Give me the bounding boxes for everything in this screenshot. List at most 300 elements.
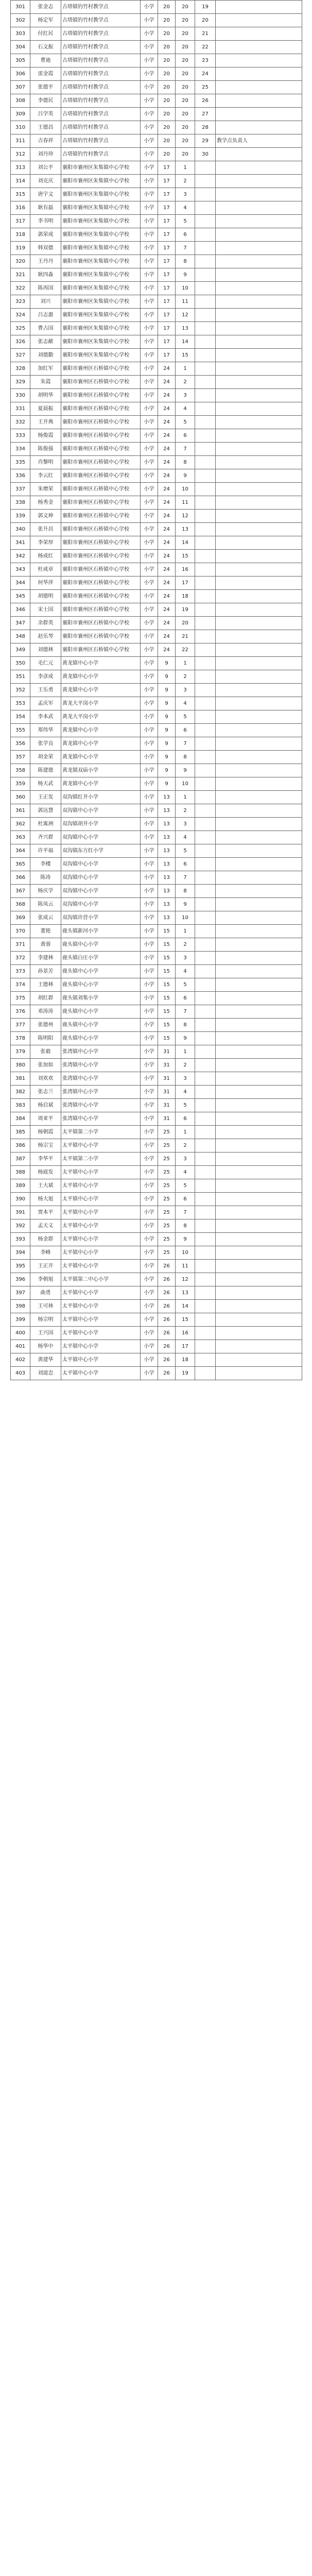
school-level-cell: 小学	[141, 858, 158, 871]
school-level-cell: 小学	[141, 456, 158, 469]
table-row	[11, 188, 302, 201]
school-name-cell: 古塔镇钓竹村教学点	[61, 108, 141, 121]
remark-cell	[216, 483, 302, 496]
extra-number-cell: 25	[195, 81, 216, 94]
remark-cell	[216, 94, 302, 108]
school-name-cell: 古塔镇钓竹村教学点	[61, 81, 141, 94]
sequence-number-cell: 3	[176, 1072, 195, 1086]
school-name-cell: 襄阳市襄州区朱集镇中心学校	[61, 335, 141, 349]
extra-number-cell	[195, 443, 216, 456]
teacher-name-cell: 许平福	[30, 844, 61, 858]
teacher-name-cell: 刘道忠	[30, 1367, 61, 1380]
remark-cell	[216, 818, 302, 831]
school-name-cell: 襄阳市襄州区石桥镇中心学校	[61, 496, 141, 510]
sequence-number-cell: 8	[176, 255, 195, 268]
table-row	[11, 295, 302, 309]
row-number-cell: 384	[11, 1112, 30, 1126]
group-number-cell: 24	[158, 362, 176, 376]
group-number-cell: 15	[158, 1032, 176, 1045]
row-number-cell: 318	[11, 228, 30, 242]
remark-cell	[216, 402, 302, 416]
group-number-cell: 20	[158, 14, 176, 27]
group-number-cell: 25	[158, 1179, 176, 1193]
sequence-number-cell: 19	[176, 603, 195, 617]
teacher-name-cell: 郭达慧	[30, 804, 61, 818]
roster-table	[10, 0, 302, 1380]
school-name-cell: 襄阳市襄州区石桥镇中心学校	[61, 590, 141, 603]
remark-cell	[216, 965, 302, 978]
remark-cell	[216, 228, 302, 242]
extra-number-cell	[195, 1327, 216, 1340]
remark-cell	[216, 925, 302, 938]
teacher-name-cell: 张成云	[30, 911, 61, 925]
school-name-cell: 太平镇中心小学	[61, 1219, 141, 1233]
table-row	[11, 282, 302, 295]
row-number-cell: 309	[11, 108, 30, 121]
extra-number-cell	[195, 630, 216, 643]
sequence-number-cell: 10	[176, 483, 195, 496]
row-number-cell: 362	[11, 818, 30, 831]
extra-number-cell	[195, 469, 216, 483]
extra-number-cell: 22	[195, 41, 216, 54]
group-number-cell: 26	[158, 1340, 176, 1353]
remark-cell	[216, 188, 302, 201]
teacher-name-cell: 李云红	[30, 469, 61, 483]
school-level-cell: 小学	[141, 1260, 158, 1273]
group-number-cell: 17	[158, 322, 176, 335]
sequence-number-cell: 20	[176, 81, 195, 94]
remark-cell	[216, 1206, 302, 1219]
school-level-cell: 小学	[141, 295, 158, 309]
sequence-number-cell: 3	[176, 684, 195, 697]
extra-number-cell	[195, 590, 216, 603]
group-number-cell: 9	[158, 697, 176, 710]
school-level-cell: 小学	[141, 201, 158, 215]
school-level-cell: 小学	[141, 1313, 158, 1327]
table-row	[11, 255, 302, 268]
remark-cell	[216, 898, 302, 911]
school-level-cell: 小学	[141, 777, 158, 791]
extra-number-cell	[195, 496, 216, 510]
school-name-cell: 太平镇中心小学	[61, 1286, 141, 1300]
teacher-name-cell: 毛仁元	[30, 657, 61, 670]
extra-number-cell	[195, 617, 216, 630]
sequence-number-cell: 4	[176, 965, 195, 978]
extra-number-cell	[195, 563, 216, 577]
remark-cell	[216, 1193, 302, 1206]
teacher-name-cell: 杜成章	[30, 563, 61, 577]
school-level-cell: 小学	[141, 590, 158, 603]
school-name-cell: 古塔镇钓竹村教学点	[61, 67, 141, 81]
school-level-cell: 小学	[141, 724, 158, 737]
row-number-cell: 364	[11, 844, 30, 858]
sequence-number-cell: 13	[176, 523, 195, 536]
group-number-cell: 24	[158, 643, 176, 657]
group-number-cell: 31	[158, 1086, 176, 1099]
sequence-number-cell: 3	[176, 952, 195, 965]
school-name-cell: 双沟镇中心小学	[61, 898, 141, 911]
group-number-cell: 17	[158, 228, 176, 242]
remark-cell	[216, 737, 302, 751]
teacher-name-cell: 雷金霞	[30, 67, 61, 81]
school-name-cell: 襄阳市襄州区朱集镇中心学校	[61, 215, 141, 228]
school-name-cell: 双沟镇中心小学	[61, 885, 141, 898]
school-level-cell: 小学	[141, 1179, 158, 1193]
table-row	[11, 1072, 302, 1086]
school-level-cell: 小学	[141, 952, 158, 965]
sequence-number-cell: 13	[176, 322, 195, 335]
school-name-cell: 襄阳市襄州区石桥镇中心学校	[61, 469, 141, 483]
table-row	[11, 911, 302, 925]
table-row	[11, 1086, 302, 1099]
extra-number-cell	[195, 188, 216, 201]
sequence-number-cell: 20	[176, 67, 195, 81]
group-number-cell: 24	[158, 563, 176, 577]
school-name-cell: 张湾镇中心小学	[61, 1086, 141, 1099]
sequence-number-cell: 2	[176, 938, 195, 952]
school-name-cell: 鹿头镇中心小学	[61, 1005, 141, 1019]
sequence-number-cell: 4	[176, 1086, 195, 1099]
sequence-number-cell: 20	[176, 54, 195, 67]
school-name-cell: 襄阳市襄州区朱集镇中心学校	[61, 268, 141, 282]
remark-cell	[216, 309, 302, 322]
school-name-cell: 黄龙镇中心小学	[61, 724, 141, 737]
extra-number-cell	[195, 1153, 216, 1166]
teacher-name-cell: 李本武	[30, 710, 61, 724]
school-name-cell: 太平镇中心小学	[61, 1193, 141, 1206]
teacher-name-cell: 王德林	[30, 978, 61, 992]
table-row	[11, 268, 302, 282]
school-level-cell: 小学	[141, 161, 158, 175]
group-number-cell: 24	[158, 402, 176, 416]
group-number-cell: 20	[158, 54, 176, 67]
school-name-cell: 襄阳市襄州区石桥镇中心学校	[61, 630, 141, 643]
group-number-cell: 31	[158, 1112, 176, 1126]
extra-number-cell	[195, 1313, 216, 1327]
table-row	[11, 108, 302, 121]
row-number-cell: 351	[11, 670, 30, 684]
extra-number-cell	[195, 456, 216, 469]
school-name-cell: 太平镇中心小学	[61, 1340, 141, 1353]
school-level-cell: 小学	[141, 898, 158, 911]
school-level-cell: 小学	[141, 1273, 158, 1286]
sequence-number-cell: 8	[176, 885, 195, 898]
teacher-name-cell: 陈涛	[30, 871, 61, 885]
table-row	[11, 1273, 302, 1286]
teacher-name-cell: 李峰	[30, 1246, 61, 1260]
remark-cell	[216, 804, 302, 818]
remark-cell	[216, 1153, 302, 1166]
teacher-name-cell: 杨庆学	[30, 885, 61, 898]
extra-number-cell	[195, 911, 216, 925]
teacher-name-cell: 张升昌	[30, 523, 61, 536]
school-level-cell: 小学	[141, 469, 158, 483]
row-number-cell: 353	[11, 697, 30, 710]
group-number-cell: 24	[158, 376, 176, 389]
teacher-name-cell: 郭荣成	[30, 228, 61, 242]
school-name-cell: 襄阳市襄州区石桥镇中心学校	[61, 536, 141, 550]
group-number-cell: 17	[158, 309, 176, 322]
school-name-cell: 双沟镇中心小学	[61, 804, 141, 818]
school-level-cell: 小学	[141, 228, 158, 242]
row-number-cell: 308	[11, 94, 30, 108]
remark-cell	[216, 751, 302, 764]
remark-cell	[216, 1313, 302, 1327]
school-level-cell: 小学	[141, 1327, 158, 1340]
group-number-cell: 9	[158, 737, 176, 751]
school-level-cell: 小学	[141, 1045, 158, 1059]
school-level-cell: 小学	[141, 550, 158, 563]
school-level-cell: 小学	[141, 1126, 158, 1139]
row-number-cell: 395	[11, 1260, 30, 1273]
table-row	[11, 1260, 302, 1273]
remark-cell	[216, 844, 302, 858]
sequence-number-cell: 20	[176, 94, 195, 108]
school-level-cell: 小学	[141, 536, 158, 550]
table-row	[11, 14, 302, 27]
extra-number-cell	[195, 510, 216, 523]
extra-number-cell	[195, 858, 216, 871]
row-number-cell: 387	[11, 1153, 30, 1166]
table-row	[11, 684, 302, 697]
school-level-cell: 小学	[141, 416, 158, 429]
group-number-cell: 26	[158, 1353, 176, 1367]
row-number-cell: 380	[11, 1059, 30, 1072]
table-row	[11, 1112, 302, 1126]
sequence-number-cell: 14	[176, 335, 195, 349]
extra-number-cell	[195, 751, 216, 764]
teacher-name-cell: 赵乐琴	[30, 630, 61, 643]
remark-cell	[216, 978, 302, 992]
row-number-cell: 403	[11, 1367, 30, 1380]
school-name-cell: 古塔镇钓竹村教学点	[61, 121, 141, 134]
table-row	[11, 603, 302, 617]
group-number-cell: 24	[158, 456, 176, 469]
remark-cell	[216, 469, 302, 483]
sequence-number-cell: 3	[176, 188, 195, 201]
school-name-cell: 鹿头镇中心小学	[61, 1019, 141, 1032]
table-row	[11, 844, 302, 858]
school-name-cell: 太平镇中心小学	[61, 1313, 141, 1327]
school-name-cell: 太平镇中心小学	[61, 1246, 141, 1260]
sequence-number-cell: 4	[176, 402, 195, 416]
group-number-cell: 20	[158, 41, 176, 54]
remark-cell	[216, 590, 302, 603]
table-row	[11, 1206, 302, 1219]
sequence-number-cell: 8	[176, 456, 195, 469]
table-row	[11, 1, 302, 14]
table-row	[11, 1233, 302, 1246]
remark-cell	[216, 536, 302, 550]
table-row	[11, 1367, 302, 1380]
school-name-cell: 鹿头镇中心小学	[61, 938, 141, 952]
school-name-cell: 襄阳市襄州区朱集镇中心学校	[61, 349, 141, 362]
table-row	[11, 1099, 302, 1112]
school-name-cell: 襄阳市襄州区朱集镇中心学校	[61, 322, 141, 335]
sequence-number-cell: 2	[176, 804, 195, 818]
teacher-name-cell: 刘德林	[30, 643, 61, 657]
remark-cell	[216, 1032, 302, 1045]
remark-cell	[216, 617, 302, 630]
row-number-cell: 317	[11, 215, 30, 228]
row-number-cell: 303	[11, 27, 30, 41]
remark-cell	[216, 443, 302, 456]
teacher-name-cell: 刘德勤	[30, 349, 61, 362]
school-name-cell: 鹿头镇新河小学	[61, 925, 141, 938]
remark-cell	[216, 871, 302, 885]
sequence-number-cell: 2	[176, 376, 195, 389]
teacher-name-cell: 孙景芳	[30, 965, 61, 978]
school-level-cell: 小学	[141, 697, 158, 710]
table-row	[11, 469, 302, 483]
school-level-cell: 小学	[141, 1286, 158, 1300]
table-row	[11, 1153, 302, 1166]
table-row	[11, 510, 302, 523]
school-level-cell: 小学	[141, 335, 158, 349]
school-name-cell: 襄阳市襄州区石桥镇中心学校	[61, 429, 141, 443]
extra-number-cell	[195, 1059, 216, 1072]
remark-cell	[216, 643, 302, 657]
remark-cell	[216, 1045, 302, 1059]
table-row	[11, 1286, 302, 1300]
group-number-cell: 20	[158, 134, 176, 148]
school-name-cell: 襄阳市襄州区石桥镇中心学校	[61, 523, 141, 536]
teacher-name-cell: 董艳	[30, 925, 61, 938]
teacher-name-cell: 宋士国	[30, 603, 61, 617]
remark-cell	[216, 670, 302, 684]
sequence-number-cell: 20	[176, 121, 195, 134]
row-number-cell: 342	[11, 550, 30, 563]
school-level-cell: 小学	[141, 215, 158, 228]
school-name-cell: 襄阳市襄州区朱集镇中心学校	[61, 242, 141, 255]
row-number-cell: 374	[11, 978, 30, 992]
teacher-name-cell: 王可林	[30, 1300, 61, 1313]
table-row	[11, 94, 302, 108]
row-number-cell: 355	[11, 724, 30, 737]
teacher-name-cell: 唐宇文	[30, 188, 61, 201]
group-number-cell: 31	[158, 1059, 176, 1072]
remark-cell	[216, 121, 302, 134]
group-number-cell: 24	[158, 429, 176, 443]
sequence-number-cell: 17	[176, 1340, 195, 1353]
school-name-cell: 黄龙镇中心小学	[61, 670, 141, 684]
table-row	[11, 1166, 302, 1179]
row-number-cell: 391	[11, 1206, 30, 1219]
sequence-number-cell: 20	[176, 27, 195, 41]
table-row	[11, 416, 302, 429]
extra-number-cell	[195, 1353, 216, 1367]
row-number-cell: 328	[11, 362, 30, 376]
extra-number-cell	[195, 831, 216, 844]
table-row	[11, 617, 302, 630]
school-level-cell: 小学	[141, 617, 158, 630]
row-number-cell: 398	[11, 1300, 30, 1313]
group-number-cell: 9	[158, 710, 176, 724]
group-number-cell: 25	[158, 1246, 176, 1260]
group-number-cell: 24	[158, 510, 176, 523]
row-number-cell: 348	[11, 630, 30, 643]
school-level-cell: 小学	[141, 148, 158, 161]
school-name-cell: 襄阳市襄州区朱集镇中心学校	[61, 309, 141, 322]
group-number-cell: 20	[158, 121, 176, 134]
sequence-number-cell: 6	[176, 858, 195, 871]
row-number-cell: 376	[11, 1005, 30, 1019]
group-number-cell: 24	[158, 469, 176, 483]
sequence-number-cell: 1	[176, 925, 195, 938]
group-number-cell: 24	[158, 617, 176, 630]
teacher-name-cell: 石文振	[30, 41, 61, 54]
school-level-cell: 小学	[141, 831, 158, 844]
sequence-number-cell: 10	[176, 777, 195, 791]
extra-number-cell	[195, 818, 216, 831]
table-row	[11, 791, 302, 804]
extra-number-cell	[195, 1273, 216, 1286]
remark-cell	[216, 791, 302, 804]
group-number-cell: 24	[158, 483, 176, 496]
extra-number-cell	[195, 1139, 216, 1153]
table-row	[11, 871, 302, 885]
school-name-cell: 古塔镇钓竹村教学点	[61, 134, 141, 148]
extra-number-cell	[195, 255, 216, 268]
teacher-name-cell: 吕志惠	[30, 309, 61, 322]
group-number-cell: 25	[158, 1233, 176, 1246]
group-number-cell: 25	[158, 1126, 176, 1139]
extra-number-cell	[195, 603, 216, 617]
school-name-cell: 襄阳市襄州区朱集镇中心学校	[61, 282, 141, 295]
teacher-name-cell: 胡红群	[30, 992, 61, 1005]
sequence-number-cell: 14	[176, 536, 195, 550]
row-number-cell: 382	[11, 1086, 30, 1099]
remark-cell	[216, 108, 302, 121]
group-number-cell: 25	[158, 1153, 176, 1166]
group-number-cell: 20	[158, 148, 176, 161]
teacher-name-cell: 王丹丹	[30, 255, 61, 268]
extra-number-cell	[195, 228, 216, 242]
sequence-number-cell: 10	[176, 282, 195, 295]
school-level-cell: 小学	[141, 911, 158, 925]
school-name-cell: 襄阳市襄州区朱集镇中心学校	[61, 228, 141, 242]
remark-cell	[216, 1019, 302, 1032]
school-name-cell: 襄阳市襄州区石桥镇中心学校	[61, 577, 141, 590]
table-row	[11, 134, 302, 148]
school-name-cell: 黄龙镇双庙小学	[61, 764, 141, 777]
group-number-cell: 9	[158, 670, 176, 684]
extra-number-cell	[195, 684, 216, 697]
table-row	[11, 1045, 302, 1059]
sequence-number-cell: 10	[176, 1246, 195, 1260]
table-row	[11, 1219, 302, 1233]
group-number-cell: 24	[158, 536, 176, 550]
remark-cell	[216, 349, 302, 362]
school-name-cell: 太平镇中心小学	[61, 1139, 141, 1153]
table-row	[11, 536, 302, 550]
teacher-name-cell: 张志兰	[30, 1086, 61, 1099]
school-level-cell: 小学	[141, 429, 158, 443]
remark-cell	[216, 389, 302, 402]
sequence-number-cell: 19	[176, 1367, 195, 1380]
school-level-cell: 小学	[141, 94, 158, 108]
extra-number-cell	[195, 1286, 216, 1300]
row-number-cell: 319	[11, 242, 30, 255]
school-level-cell: 小学	[141, 282, 158, 295]
teacher-name-cell: 张加如	[30, 1059, 61, 1072]
sequence-number-cell: 9	[176, 898, 195, 911]
extra-number-cell	[195, 1367, 216, 1380]
table-row	[11, 376, 302, 389]
extra-number-cell	[195, 1112, 216, 1126]
group-number-cell: 15	[158, 992, 176, 1005]
school-level-cell: 小学	[141, 309, 158, 322]
